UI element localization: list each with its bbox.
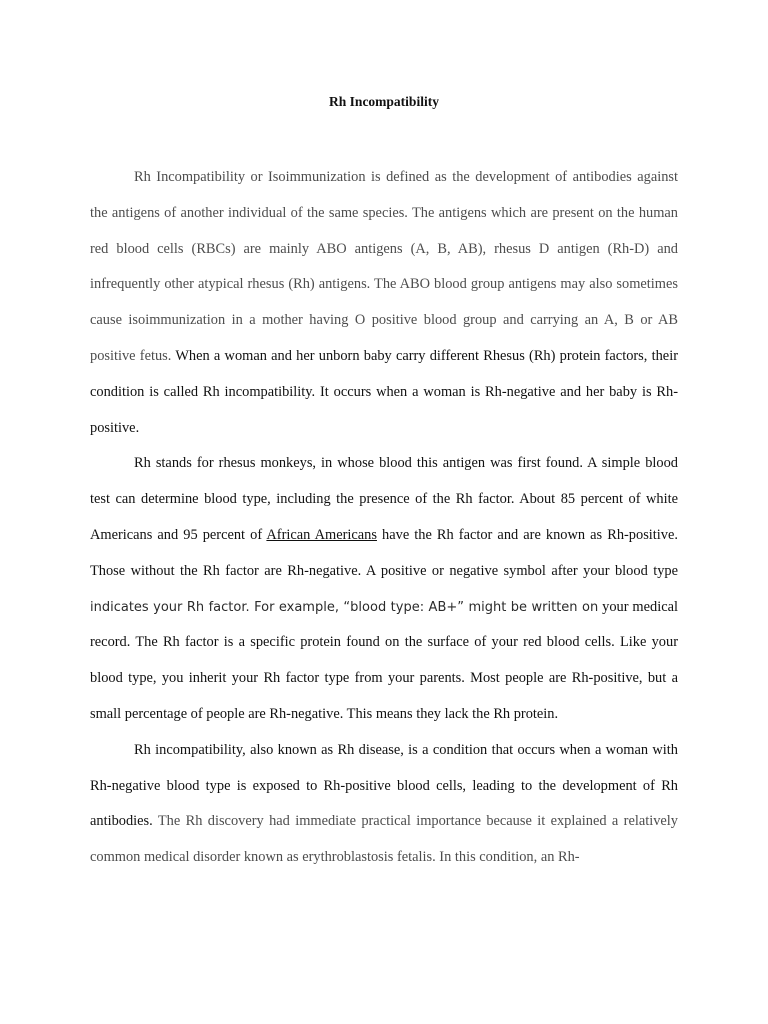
document-title: Rh Incompatibility xyxy=(329,94,439,109)
paragraph-rh-disease xyxy=(90,733,678,876)
paragraph-2-part-1: Rh stands for rhesus monkeys, in whose blood this antigen was first found. A simple blood test can determine blood type, including the presence of the Rh factor. About 85 percent of white Americans and 95 percent of xyxy=(90,455,678,543)
paragraph-1-part-2: When a woman and her unborn baby carry different Rhesus (Rh) protein factors, their condition is called Rh incompatibility. It occurs when a woman is Rh-negative and her baby is Rh-positive. xyxy=(90,347,678,436)
paragraph-rhesus xyxy=(90,446,678,732)
paragraph-2-part-4: your medical record. The Rh factor is a specific protein found on the surface of your red blood cells. Like your blood type, you inherit your Rh factor type from your parents. Most people are Rh-positive, but a small percentage of people are Rh-negative. This means they lack the Rh protein. xyxy=(90,598,678,722)
paragraph-isoimmunization xyxy=(90,160,678,446)
document-body xyxy=(90,160,678,876)
paragraph-3-part-2: The Rh discovery had immediate practical importance because it explained a relatively common medical disorder known as erythroblastosis fetalis. In this condition, an Rh- xyxy=(90,813,678,866)
african-americans-link[interactable]: African Americans xyxy=(266,526,377,543)
paragraph-2-part-2: have the Rh factor and are known as Rh-positive. Those without the Rh factor are Rh-negative. A positive or negative symbol after your blood type xyxy=(90,526,678,579)
paragraph-2-part-3: indicates your Rh factor. For example, “blood type: AB+” might be written on xyxy=(90,599,599,615)
paragraph-1-part-1: Rh Incompatibility or Isoimmunization is defined as the development of antibodies against the antigens of another individual of the same species. The antigens which are present on the human red blood cells (RBCs) are mainly ABO antigens (A, B, AB), rhesus D antigen (Rh-D) and infrequently other atypical rhesus (Rh) antigens. The ABO blood group antigens may also sometimes cause isoimmunization in a mother having O positive blood group and carrying an A, B or AB positive fetus. xyxy=(90,169,678,364)
paragraph-3-part-1: Rh incompatibility, also known as Rh disease, is a condition that occurs when a woman with Rh-negative blood type is exposed to Rh-positive blood cells, leading to the development of Rh antibodies. xyxy=(90,741,678,830)
